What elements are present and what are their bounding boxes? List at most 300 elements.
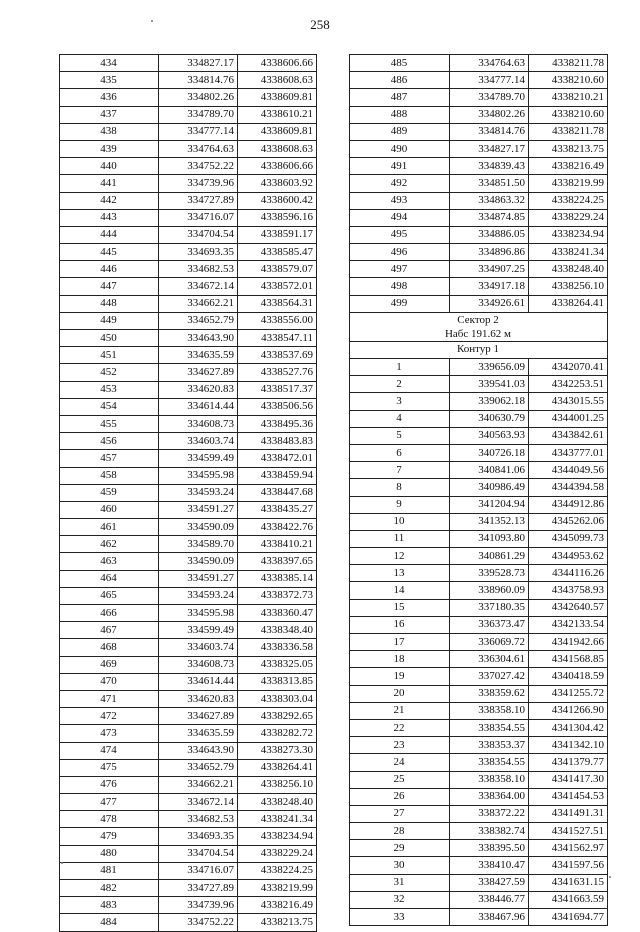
table-row <box>60 828 317 845</box>
point-number-cell: 449 <box>60 312 159 329</box>
table-row <box>350 582 608 599</box>
point-number-cell: 459 <box>60 484 159 501</box>
point-number-cell: 2 <box>350 376 450 393</box>
table-row <box>60 501 317 518</box>
y-coordinate-cell: 4338216.49 <box>238 897 317 914</box>
x-coordinate-cell: 334886.05 <box>450 226 529 243</box>
point-number-cell: 450 <box>60 330 159 347</box>
x-coordinate-cell: 334614.44 <box>159 398 238 415</box>
y-coordinate-cell: 4338435.27 <box>238 501 317 518</box>
y-coordinate-cell: 4338224.25 <box>529 192 608 209</box>
x-coordinate-cell: 341093.80 <box>450 530 529 547</box>
y-coordinate-cell: 4342640.57 <box>529 599 608 616</box>
x-coordinate-cell: 334643.90 <box>159 742 238 759</box>
y-coordinate-cell: 4338213.75 <box>238 914 317 931</box>
x-coordinate-cell: 334608.73 <box>159 656 238 673</box>
table-row <box>60 364 317 381</box>
point-number-cell: 27 <box>350 805 450 822</box>
table-row <box>350 123 608 140</box>
x-coordinate-cell: 340726.18 <box>450 444 529 461</box>
table-row <box>60 106 317 123</box>
point-number-cell: 438 <box>60 123 159 140</box>
point-number-cell: 31 <box>350 874 450 891</box>
table-row <box>350 719 608 736</box>
table-row <box>350 209 608 226</box>
point-number-cell: 455 <box>60 415 159 432</box>
x-coordinate-cell: 334589.70 <box>159 536 238 553</box>
table-row <box>60 725 317 742</box>
y-coordinate-cell: 4338210.21 <box>529 89 608 106</box>
table-row <box>60 519 317 536</box>
point-number-cell: 23 <box>350 737 450 754</box>
x-coordinate-cell: 334693.35 <box>159 828 238 845</box>
table-row <box>60 330 317 347</box>
table-row <box>60 553 317 570</box>
y-coordinate-cell: 4341266.90 <box>529 702 608 719</box>
y-coordinate-cell: 4342133.54 <box>529 616 608 633</box>
x-coordinate-cell: 340986.49 <box>450 479 529 496</box>
x-coordinate-cell: 334682.53 <box>159 261 238 278</box>
point-number-cell: 7 <box>350 462 450 479</box>
point-number-cell: 468 <box>60 639 159 656</box>
table-row <box>350 72 608 89</box>
y-coordinate-cell: 4338603.92 <box>238 175 317 192</box>
table-row <box>60 673 317 690</box>
point-number-cell: 9 <box>350 496 450 513</box>
table-row <box>350 823 608 840</box>
table-row <box>350 295 608 312</box>
table-row <box>350 393 608 410</box>
x-coordinate-cell: 337180.35 <box>450 599 529 616</box>
y-coordinate-cell: 4338372.73 <box>238 587 317 604</box>
y-coordinate-cell: 4344116.26 <box>529 565 608 582</box>
table-row <box>350 427 608 444</box>
point-number-cell: 466 <box>60 605 159 622</box>
x-coordinate-cell: 334599.49 <box>159 622 238 639</box>
table-row <box>350 857 608 874</box>
x-coordinate-cell: 339528.73 <box>450 565 529 582</box>
x-coordinate-cell: 334614.44 <box>159 673 238 690</box>
x-coordinate-cell: 334672.14 <box>159 278 238 295</box>
point-number-cell: 452 <box>60 364 159 381</box>
point-number-cell: 478 <box>60 811 159 828</box>
y-coordinate-cell: 4338410.21 <box>238 536 317 553</box>
page-number: 258 <box>310 17 330 32</box>
x-coordinate-cell: 334635.59 <box>159 725 238 742</box>
point-number-cell: 442 <box>60 192 159 209</box>
y-coordinate-cell: 4342253.51 <box>529 376 608 393</box>
table-row <box>350 462 608 479</box>
point-number-cell: 492 <box>350 175 450 192</box>
x-coordinate-cell: 338364.00 <box>450 788 529 805</box>
table-row <box>350 55 608 72</box>
point-number-cell: 480 <box>60 845 159 862</box>
point-number-cell: 460 <box>60 501 159 518</box>
table-row <box>60 794 317 811</box>
point-number-cell: 15 <box>350 599 450 616</box>
point-number-cell: 20 <box>350 685 450 702</box>
table-row <box>350 891 608 908</box>
y-coordinate-cell: 4338273.30 <box>238 742 317 759</box>
table-row <box>60 605 317 622</box>
x-coordinate-cell: 338354.55 <box>450 719 529 736</box>
x-coordinate-cell: 334907.25 <box>450 261 529 278</box>
x-coordinate-cell: 334662.21 <box>159 776 238 793</box>
x-coordinate-cell: 336373.47 <box>450 616 529 633</box>
y-coordinate-cell: 4338483.83 <box>238 433 317 450</box>
table-row <box>350 634 608 651</box>
point-number-cell: 458 <box>60 467 159 484</box>
y-coordinate-cell: 4338248.40 <box>238 794 317 811</box>
point-number-cell: 3 <box>350 393 450 410</box>
y-coordinate-cell: 4341417.30 <box>529 771 608 788</box>
x-coordinate-cell: 334727.89 <box>159 880 238 897</box>
x-coordinate-cell: 334896.86 <box>450 244 529 261</box>
y-coordinate-cell: 4338591.17 <box>238 226 317 243</box>
table-row <box>350 840 608 857</box>
table-row <box>60 175 317 192</box>
point-number-cell: 29 <box>350 840 450 857</box>
y-coordinate-cell: 4341562.97 <box>529 840 608 857</box>
point-number-cell: 472 <box>60 708 159 725</box>
scan-speck <box>151 20 153 22</box>
table-row <box>350 788 608 805</box>
point-number-cell: 33 <box>350 909 450 926</box>
table-row <box>60 192 317 209</box>
point-number-cell: 32 <box>350 891 450 908</box>
x-coordinate-cell: 338382.74 <box>450 823 529 840</box>
table-row <box>60 158 317 175</box>
table-row <box>60 811 317 828</box>
point-number-cell: 490 <box>350 140 450 157</box>
y-coordinate-cell: 4341454.53 <box>529 788 608 805</box>
table-row <box>60 244 317 261</box>
y-coordinate-cell: 4338422.76 <box>238 519 317 536</box>
point-number-cell: 493 <box>350 192 450 209</box>
table-row <box>350 226 608 243</box>
point-number-cell: 496 <box>350 244 450 261</box>
point-number-cell: 464 <box>60 570 159 587</box>
y-coordinate-cell: 4341597.56 <box>529 857 608 874</box>
x-coordinate-cell: 334652.79 <box>159 312 238 329</box>
table-row <box>350 737 608 754</box>
y-coordinate-cell: 4338608.63 <box>238 140 317 157</box>
table-row <box>350 140 608 157</box>
y-coordinate-cell: 4338313.85 <box>238 673 317 690</box>
point-number-cell: 435 <box>60 72 159 89</box>
x-coordinate-cell: 336304.61 <box>450 651 529 668</box>
x-coordinate-cell: 334672.14 <box>159 794 238 811</box>
table-row <box>60 381 317 398</box>
table-row <box>350 496 608 513</box>
point-number-cell: 453 <box>60 381 159 398</box>
point-number-cell: 22 <box>350 719 450 736</box>
point-number-cell: 465 <box>60 587 159 604</box>
x-coordinate-cell: 334863.32 <box>450 192 529 209</box>
y-coordinate-cell: 4341255.72 <box>529 685 608 702</box>
y-coordinate-cell: 4338606.66 <box>238 158 317 175</box>
point-number-cell: 476 <box>60 776 159 793</box>
point-number-cell: 475 <box>60 759 159 776</box>
point-number-cell: 483 <box>60 897 159 914</box>
point-number-cell: 470 <box>60 673 159 690</box>
x-coordinate-cell: 338427.59 <box>450 874 529 891</box>
table-row <box>60 880 317 897</box>
x-coordinate-cell: 334802.26 <box>450 106 529 123</box>
table-row <box>60 587 317 604</box>
y-coordinate-cell: 4338216.49 <box>529 158 608 175</box>
point-number-cell: 495 <box>350 226 450 243</box>
point-number-cell: 471 <box>60 690 159 707</box>
y-coordinate-cell: 4343842.61 <box>529 427 608 444</box>
point-number-cell: 484 <box>60 914 159 931</box>
y-coordinate-cell: 4338609.81 <box>238 123 317 140</box>
point-number-cell: 434 <box>60 55 159 72</box>
x-coordinate-cell: 338359.62 <box>450 685 529 702</box>
x-coordinate-cell: 334693.35 <box>159 244 238 261</box>
point-number-cell: 441 <box>60 175 159 192</box>
x-coordinate-cell: 334739.96 <box>159 175 238 192</box>
table-row <box>60 55 317 72</box>
y-coordinate-cell: 4342070.41 <box>529 359 608 376</box>
y-coordinate-cell: 4338219.99 <box>529 175 608 192</box>
y-coordinate-cell: 4343777.01 <box>529 444 608 461</box>
x-coordinate-cell: 334591.27 <box>159 501 238 518</box>
point-number-cell: 440 <box>60 158 159 175</box>
point-number-cell: 479 <box>60 828 159 845</box>
y-coordinate-cell: 4338360.47 <box>238 605 317 622</box>
y-coordinate-cell: 4338527.76 <box>238 364 317 381</box>
y-coordinate-cell: 4338211.78 <box>529 123 608 140</box>
x-coordinate-cell: 334662.21 <box>159 295 238 312</box>
point-number-cell: 489 <box>350 123 450 140</box>
x-coordinate-cell: 338446.77 <box>450 891 529 908</box>
y-coordinate-cell: 4338596.16 <box>238 209 317 226</box>
table-row <box>350 89 608 106</box>
x-coordinate-cell: 334802.26 <box>159 89 238 106</box>
point-number-cell: 439 <box>60 140 159 157</box>
table-row <box>60 72 317 89</box>
point-number-cell: 445 <box>60 244 159 261</box>
point-number-cell: 477 <box>60 794 159 811</box>
table-row <box>60 140 317 157</box>
table-row <box>350 410 608 427</box>
table-row <box>60 742 317 759</box>
point-number-cell: 485 <box>350 55 450 72</box>
x-coordinate-cell: 334851.50 <box>450 175 529 192</box>
x-coordinate-cell: 334608.73 <box>159 415 238 432</box>
point-number-cell: 491 <box>350 158 450 175</box>
x-coordinate-cell: 334620.83 <box>159 381 238 398</box>
x-coordinate-cell: 334599.49 <box>159 450 238 467</box>
x-coordinate-cell: 338358.10 <box>450 702 529 719</box>
y-coordinate-cell: 4338610.21 <box>238 106 317 123</box>
x-coordinate-cell: 334827.17 <box>159 55 238 72</box>
point-number-cell: 18 <box>350 651 450 668</box>
table-row <box>350 616 608 633</box>
table-row <box>60 295 317 312</box>
table-row <box>60 897 317 914</box>
table-row <box>60 347 317 364</box>
table-row <box>350 278 608 295</box>
y-coordinate-cell: 4338264.41 <box>529 295 608 312</box>
y-coordinate-cell: 4338234.94 <box>529 226 608 243</box>
y-coordinate-cell: 4338537.69 <box>238 347 317 364</box>
point-number-cell: 497 <box>350 261 450 278</box>
coordinates-table-left <box>59 54 317 932</box>
table-row <box>350 599 608 616</box>
point-number-cell: 19 <box>350 668 450 685</box>
y-coordinate-cell: 4338229.24 <box>238 845 317 862</box>
point-number-cell: 437 <box>60 106 159 123</box>
point-number-cell: 481 <box>60 862 159 879</box>
point-number-cell: 444 <box>60 226 159 243</box>
table-row <box>350 175 608 192</box>
y-coordinate-cell: 4341491.31 <box>529 805 608 822</box>
x-coordinate-cell: 338410.47 <box>450 857 529 874</box>
table-row <box>350 754 608 771</box>
y-coordinate-cell: 4344394.58 <box>529 479 608 496</box>
table-row <box>350 702 608 719</box>
y-coordinate-cell: 4338256.10 <box>529 278 608 295</box>
point-number-cell: 14 <box>350 582 450 599</box>
x-coordinate-cell: 334874.85 <box>450 209 529 226</box>
point-number-cell: 487 <box>350 89 450 106</box>
x-coordinate-cell: 334595.98 <box>159 467 238 484</box>
table-row <box>60 415 317 432</box>
x-coordinate-cell: 340563.93 <box>450 427 529 444</box>
point-number-cell: 473 <box>60 725 159 742</box>
table-row <box>350 771 608 788</box>
y-coordinate-cell: 4341631.15 <box>529 874 608 891</box>
point-number-cell: 436 <box>60 89 159 106</box>
x-coordinate-cell: 334591.27 <box>159 570 238 587</box>
y-coordinate-cell: 4338248.40 <box>529 261 608 278</box>
y-coordinate-cell: 4338348.40 <box>238 622 317 639</box>
point-number-cell: 1 <box>350 359 450 376</box>
table-row <box>350 805 608 822</box>
table-row <box>350 261 608 278</box>
x-coordinate-cell: 334704.54 <box>159 226 238 243</box>
y-coordinate-cell: 4341304.42 <box>529 719 608 736</box>
x-coordinate-cell: 334917.18 <box>450 278 529 295</box>
x-coordinate-cell: 337027.42 <box>450 668 529 685</box>
x-coordinate-cell: 334752.22 <box>159 158 238 175</box>
point-number-cell: 494 <box>350 209 450 226</box>
point-number-cell: 486 <box>350 72 450 89</box>
y-coordinate-cell: 4338547.11 <box>238 330 317 347</box>
point-number-cell: 463 <box>60 553 159 570</box>
point-number-cell: 26 <box>350 788 450 805</box>
table-row <box>60 467 317 484</box>
point-number-cell: 446 <box>60 261 159 278</box>
table-row <box>60 398 317 415</box>
x-coordinate-cell: 334926.61 <box>450 295 529 312</box>
point-number-cell: 451 <box>60 347 159 364</box>
table-row <box>350 668 608 685</box>
point-number-cell: 456 <box>60 433 159 450</box>
point-number-cell: 16 <box>350 616 450 633</box>
point-number-cell: 17 <box>350 634 450 651</box>
x-coordinate-cell: 341204.94 <box>450 496 529 513</box>
y-coordinate-cell: 4338210.60 <box>529 106 608 123</box>
table-row <box>60 570 317 587</box>
y-coordinate-cell: 4338600.42 <box>238 192 317 209</box>
table-row <box>350 565 608 582</box>
table-row <box>350 444 608 461</box>
table-row <box>350 651 608 668</box>
y-coordinate-cell: 4338224.25 <box>238 862 317 879</box>
table-row <box>60 209 317 226</box>
x-coordinate-cell: 334716.07 <box>159 862 238 879</box>
y-coordinate-cell: 4338241.34 <box>238 811 317 828</box>
table-row <box>350 158 608 175</box>
point-number-cell: 30 <box>350 857 450 874</box>
y-coordinate-cell: 4338219.99 <box>238 880 317 897</box>
y-coordinate-cell: 4338210.60 <box>529 72 608 89</box>
table-row <box>350 548 608 565</box>
y-coordinate-cell: 4341663.59 <box>529 891 608 908</box>
x-coordinate-cell: 334716.07 <box>159 209 238 226</box>
y-coordinate-cell: 4341694.77 <box>529 909 608 926</box>
y-coordinate-cell: 4338229.24 <box>529 209 608 226</box>
point-number-cell: 12 <box>350 548 450 565</box>
y-coordinate-cell: 4338211.78 <box>529 55 608 72</box>
x-coordinate-cell: 339062.18 <box>450 393 529 410</box>
point-number-cell: 467 <box>60 622 159 639</box>
y-coordinate-cell: 4338572.01 <box>238 278 317 295</box>
y-coordinate-cell: 4338585.47 <box>238 244 317 261</box>
y-coordinate-cell: 4338234.94 <box>238 828 317 845</box>
table-row <box>60 450 317 467</box>
x-coordinate-cell: 334739.96 <box>159 897 238 914</box>
y-coordinate-cell: 4338385.14 <box>238 570 317 587</box>
y-coordinate-cell: 4338303.04 <box>238 690 317 707</box>
table-row <box>350 513 608 530</box>
x-coordinate-cell: 341352.13 <box>450 513 529 530</box>
y-coordinate-cell: 4338256.10 <box>238 776 317 793</box>
y-coordinate-cell: 4338606.66 <box>238 55 317 72</box>
table-row <box>60 226 317 243</box>
x-coordinate-cell: 334627.89 <box>159 708 238 725</box>
point-number-cell: 28 <box>350 823 450 840</box>
table-row <box>60 776 317 793</box>
point-number-cell: 13 <box>350 565 450 582</box>
x-coordinate-cell: 334643.90 <box>159 330 238 347</box>
point-number-cell: 4 <box>350 410 450 427</box>
table-row <box>60 622 317 639</box>
table-row <box>350 530 608 547</box>
y-coordinate-cell: 4341527.51 <box>529 823 608 840</box>
x-coordinate-cell: 334827.17 <box>450 140 529 157</box>
y-coordinate-cell: 4338564.31 <box>238 295 317 312</box>
point-number-cell: 6 <box>350 444 450 461</box>
table-row <box>60 89 317 106</box>
x-coordinate-cell: 338353.37 <box>450 737 529 754</box>
y-coordinate-cell: 4341379.77 <box>529 754 608 771</box>
y-coordinate-cell: 4344912.86 <box>529 496 608 513</box>
table-row <box>60 759 317 776</box>
point-number-cell: 448 <box>60 295 159 312</box>
coordinates-table-right <box>349 54 608 926</box>
x-coordinate-cell: 334777.14 <box>159 123 238 140</box>
table-row <box>350 359 608 376</box>
point-number-cell: 461 <box>60 519 159 536</box>
point-number-cell: 462 <box>60 536 159 553</box>
point-number-cell: 469 <box>60 656 159 673</box>
y-coordinate-cell: 4338397.65 <box>238 553 317 570</box>
x-coordinate-cell: 336069.72 <box>450 634 529 651</box>
